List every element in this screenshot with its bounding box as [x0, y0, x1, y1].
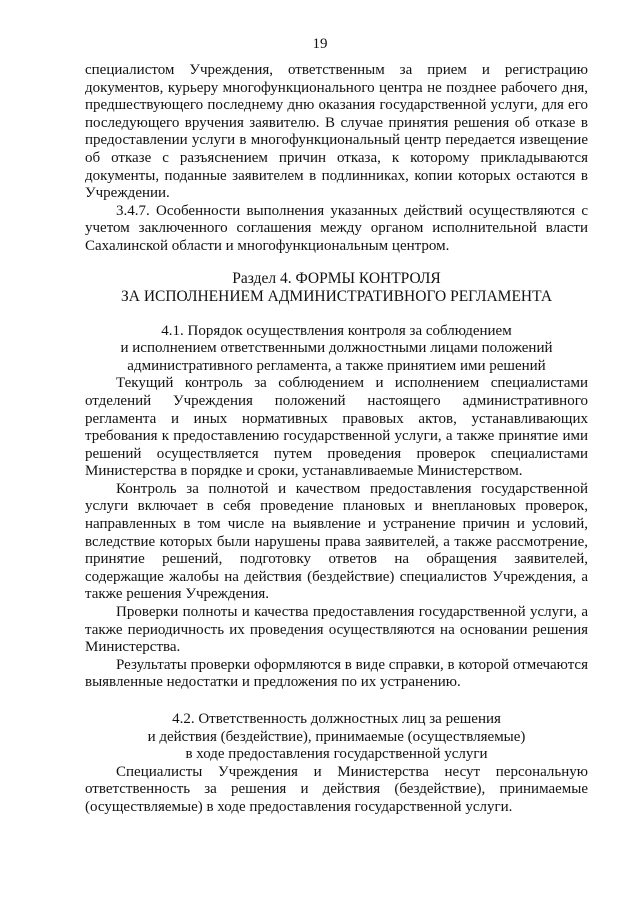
subsection-4-1-heading: [85, 323, 588, 376]
page-number: 19: [312, 36, 328, 52]
paragraph-checks: Проверки полноты и качества предоставления государственной услуги, а также периодичность их проведения осуществляются на основании решения Министерства.: [85, 604, 588, 656]
section-4-title: [85, 270, 588, 306]
subsection-4-1-line-1: 4.1. Порядок осуществления контроля за соблюдением: [161, 322, 512, 339]
page-content: [85, 62, 588, 817]
subsection-4-2-line-2: и действия (бездействие), принимаемые (осуществляемые): [147, 728, 526, 745]
paragraph-continuation: специалистом Учреждения, ответственным за прием и регистрацию документов, курьеру многофункционального центра не позднее рабочего дня, предшествующего последнему дню оказания государственной услуги, для его последующего вручения заявителю. В случае принятия решения об отказе в предоставлении услуги в многофункциональный центр передается извещение об отказе с разъяснением причин отказа, к которому прикладываются документы, поданные заявителем в подлинниках, копии которых остаются в Учреждении.: [85, 62, 588, 202]
subsection-4-1-line-3: административного регламента, а также принятием ими решений: [127, 357, 546, 374]
subsection-4-2-line-1: 4.2. Ответственность должностных лиц за решения: [172, 711, 501, 727]
paragraph-current-control: Текущий контроль за соблюдением и исполнением специалистами отделений Учреждения положений настоящего административного регламента и иных нормативных правовых актов, устанавливающих требования к предоставлению государственной услуги, а также принятие ими решений осуществляется путем проведения проверок специалистами Министерства в порядке и сроки, устанавливаемые Министерством.: [85, 375, 588, 480]
paragraph-3-4-7: 3.4.7. Особенности выполнения указанных действий осуществляются с учетом заключенного соглашения между органом исполнительной власти Сахалинской области и многофункциональным центром.: [85, 202, 588, 254]
section-title-line-2: ЗА ИСПОЛНЕНИЕМ АДМИНИСТРАТИВНОГО РЕГЛАМЕНТА: [120, 287, 553, 305]
subsection-4-2-heading: [85, 711, 588, 764]
paragraph-responsibility: Специалисты Учреждения и Министерства несут персональную ответственность за решения и действия (бездействие), принимаемые (осуществляемые) в ходе предоставления государственной услуги.: [85, 763, 588, 815]
paragraph-results: Результаты проверки оформляются в виде справки, в которой отмечаются выявленные недостатки и предложения по их устранению.: [85, 656, 588, 691]
section-title-line-1: Раздел 4. ФОРМЫ КОНТРОЛЯ: [232, 269, 441, 287]
subsection-4-1-line-2: и исполнением ответственными должностными лицами положений: [120, 340, 553, 357]
paragraph-quality-control: Контроль за полнотой и качеством предоставления государственной услуги включает в себя проведение плановых и внеплановых проверок, направленных в том числе на выявление и устранение причин и условий, вследствие которых были нарушены права заявителей, а также рассмотрение, принятие решений, подготовку ответов на обращения заявителей, содержащие жалобы на действия (бездействие) специалистов Учреждения, а также решения Учреждения.: [85, 480, 588, 603]
subsection-4-2-line-3: в ходе предоставления государственной услуги: [185, 746, 488, 763]
